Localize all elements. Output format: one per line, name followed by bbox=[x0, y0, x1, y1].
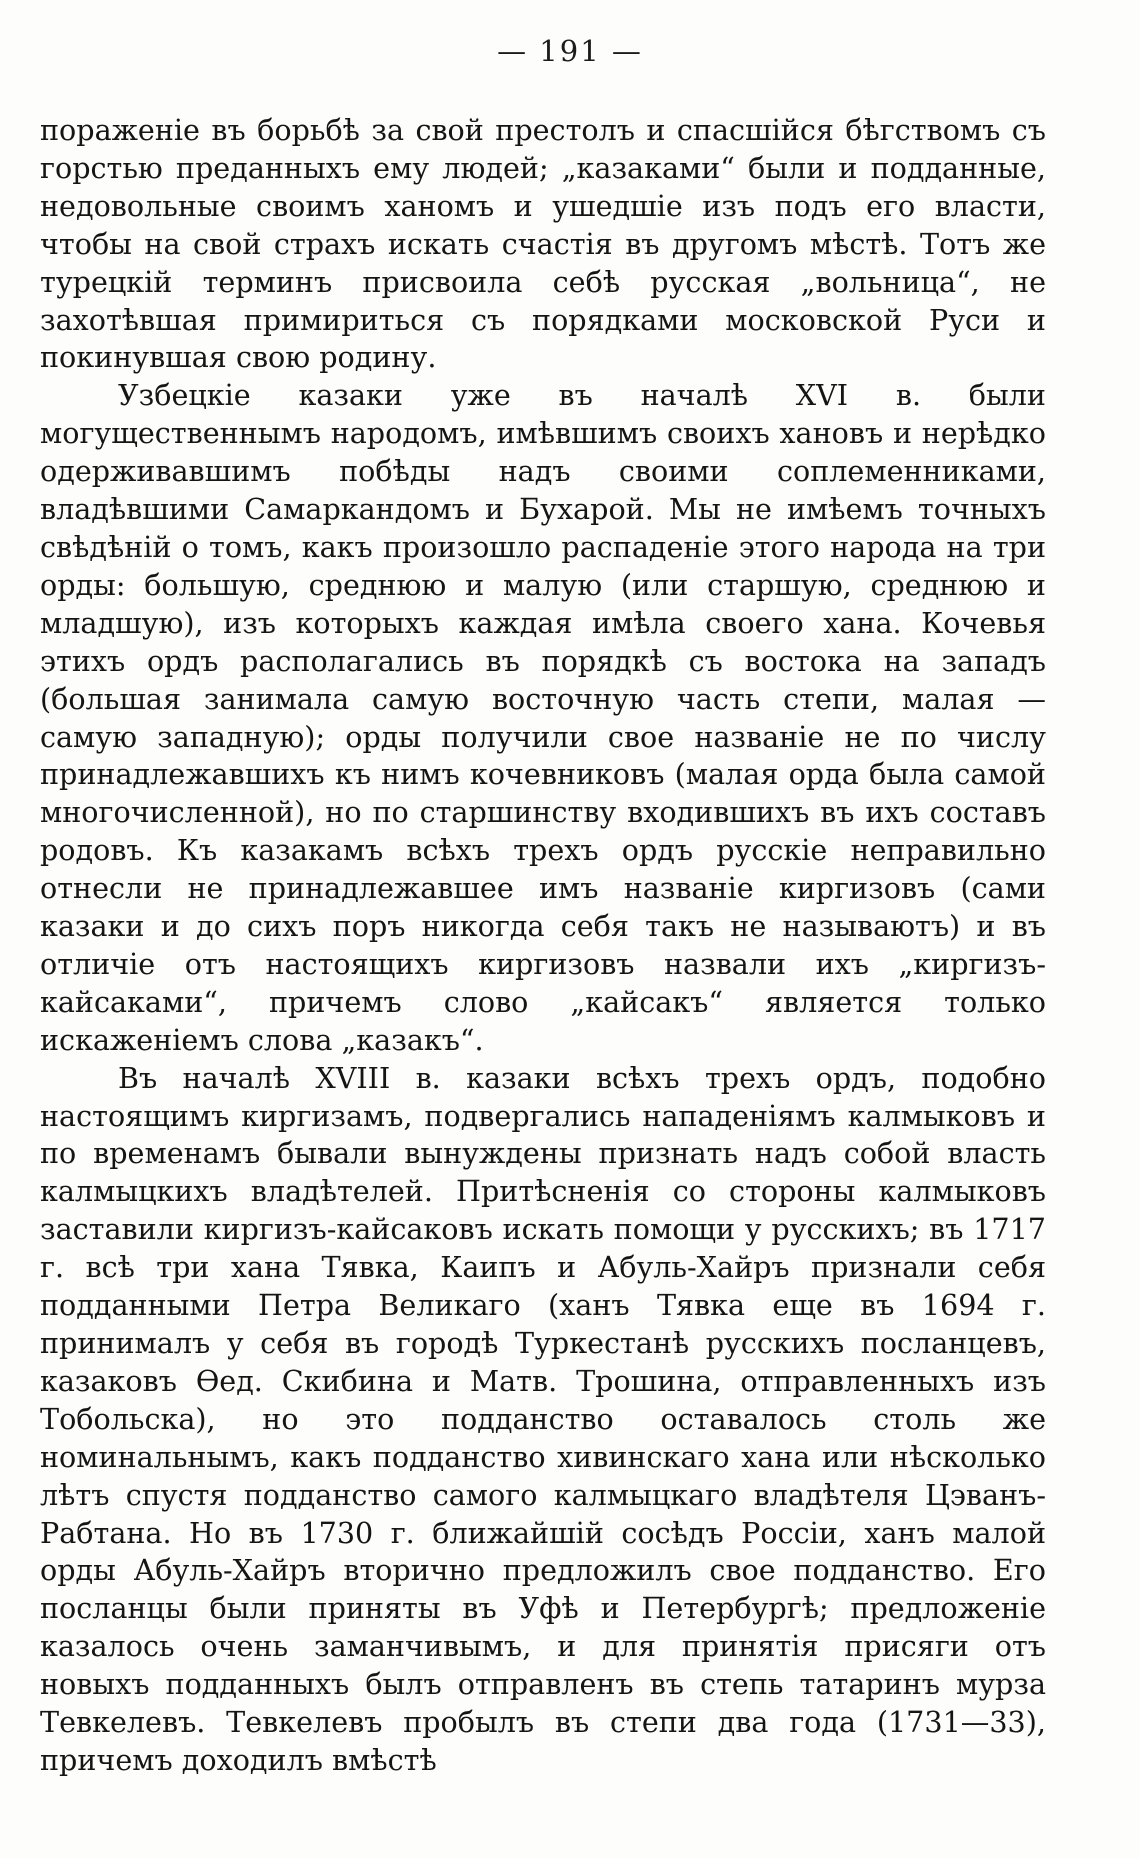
paragraph-2: Узбецкіе казаки уже въ началѣ XVI в. были могущественнымъ народомъ, имѣвшимъ своихъ хановъ и нерѣдко одерживавшимъ побѣды надъ своими соплеменниками, владѣвшими Самаркандомъ и Бухарой. Мы не имѣемъ точныхъ свѣдѣній о томъ, какъ произошло распаденіе этого народа на три орды: большую, среднюю и малую (или старшую, среднюю и младшую), изъ которыхъ каждая имѣла своего хана. Кочевья этихъ ордъ располагались въ порядкѣ съ востока на западъ (большая занимала самую восточную часть степи, малая — самую западную); орды получили свое названіе не по числу принадлежавшихъ къ нимъ кочевниковъ (малая орда была самой многочисленной), но по старшинству входившихъ въ ихъ составъ родовъ. Къ казакамъ всѣхъ трехъ ордъ русскіе неправильно отнесли не принадлежавшее имъ названіе киргизовъ (сами казаки и до сихъ поръ никогда себя такъ не называютъ) и въ отличіе отъ настоящихъ киргизовъ назвали ихъ „киргизъ-кайсаками“, причемъ слово „кайсакъ“ является только искаженіемъ слова „казакъ“. bbox=[40, 378, 1046, 1057]
page-text bbox=[40, 112, 1046, 1780]
paragraph-1: пораженіе въ борьбѣ за свой престолъ и спасшійся бѣгствомъ съ горстью преданныхъ ему людей; „казаками“ были и подданные, недовольные своимъ ханомъ и ушедшіе изъ подъ его власти, чтобы на свой страхъ искать счастія въ другомъ мѣстѣ. Тотъ же турецкій терминъ присвоила себѣ русская „вольница“, не захотѣвшая примириться съ порядками московской Руси и покинувшая свою родину. bbox=[40, 113, 1046, 375]
paragraph-3: Въ началѣ XVIII в. казаки всѣхъ трехъ ордъ, подобно настоящимъ киргизамъ, подвергались нападеніямъ калмыковъ и по временамъ бывали вынуждены признать надъ собой власть калмыцкихъ владѣтелей. Притѣсненія со стороны калмыковъ заставили киргизъ-кайсаковъ искать помощи у русскихъ; въ 1717 г. всѣ три хана Тявка, Каипъ и Абуль-Хайръ признали себя подданными Петра Великаго (ханъ Тявка еще въ 1694 г. принималъ у себя въ городѣ Туркестанѣ русскихъ посланцевъ, казаковъ Ѳед. Скибина и Матв. Трошина, отправленныхъ изъ Тобольска), но это подданство оставалось столь же номинальнымъ, какъ подданство хивинскаго хана или нѣсколько лѣтъ спустя подданство самого калмыцкаго владѣтеля Цэванъ-Рабтана. Но въ 1730 г. ближайшій сосѣдъ Россіи, ханъ малой орды Абуль-Хайръ вторично предложилъ свое подданство. Его посланцы были приняты въ Уфѣ и Петербургѣ; предложеніе казалось очень заманчивымъ, и для принятія присяги отъ новыхъ подданныхъ былъ отправленъ въ степь татаринъ мурза Тевкелевъ. Тевкелевъ пробылъ въ степи два года (1731—33), причемъ доходилъ вмѣстѣ bbox=[40, 1060, 1046, 1777]
page-number: — 191 — bbox=[497, 34, 643, 68]
